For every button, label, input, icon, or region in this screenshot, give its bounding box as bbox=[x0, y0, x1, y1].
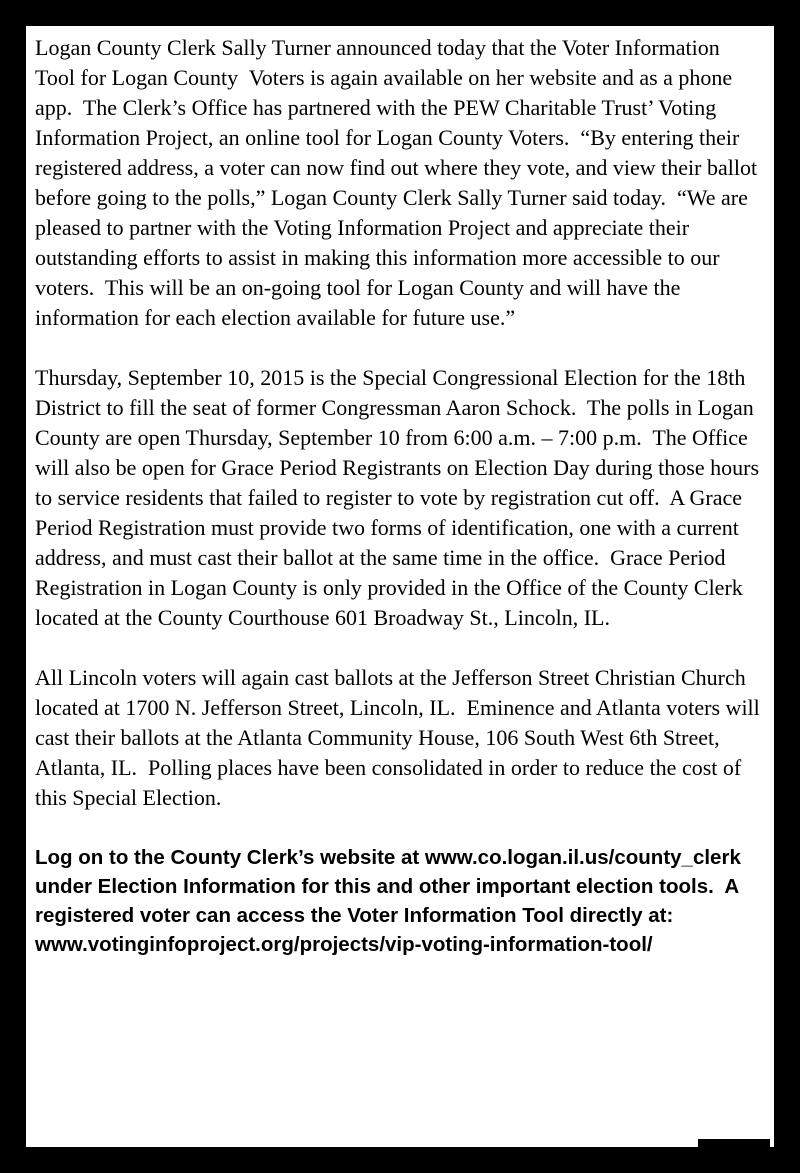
bottom-right-cropped-artifact bbox=[698, 1139, 770, 1151]
paragraph-polling-places: All Lincoln voters will again cast ballots at the Jefferson Street Christian Church located at 1700 N. Jefferson Street, Lincoln, IL. Eminence and Atlanta voters will cast their ballots at the Atlanta Community House, 106 South West 6th Street, Atlanta, IL. Polling places have been consolidated in order to reduce the cost of this Special Election. bbox=[35, 665, 766, 810]
paragraph-special-election: Thursday, September 10, 2015 is the Special Congressional Election for the 18th District to fill the seat of former Congressman Aaron Schock. The polls in Logan County are open Thursday, September 10 from 6:00 a.m. – 7:00 p.m. The Office will also be open for Grace Period Registrants on Election Day during those hours to service residents that failed to register to vote by registration cut off. A Grace Period Registration must provide two forms of identification, one with a current address, and must cast their ballot at the same time in the office. Grace Period Registration in Logan County is only provided in the Office of the County Clerk located at the County Courthouse 601 Broadway St., Lincoln, IL. bbox=[35, 365, 765, 630]
document-page bbox=[26, 26, 774, 1147]
paragraph-voter-info-tool: Logan County Clerk Sally Turner announced today that the Voter Information Tool for Logan County Voters is again available on her website and as a phone app. The Clerk’s Office has partnered with the PEW Charitable Trust’ Voting Information Project, an online tool for Logan County Voters. “By entering their registered address, a voter can now find out where they vote, and view their ballot before going to the polls,” Logan County Clerk Sally Turner said today. “We are pleased to partner with the Voting Information Project and appreciate their outstanding efforts to assist in making this information more accessible to our voters. This will be an on-going tool for Logan County and will have the information for each election available for future use.” bbox=[35, 35, 763, 330]
paragraph-website-links: Log on to the County Clerk’s website at www.co.logan.il.us/county_clerk under Election Information for this and other important election tools. A registered voter can access the Voter Information Tool directly at: www.votinginfoproject.org/projects/vip-voting-information-tool/ bbox=[35, 846, 747, 956]
